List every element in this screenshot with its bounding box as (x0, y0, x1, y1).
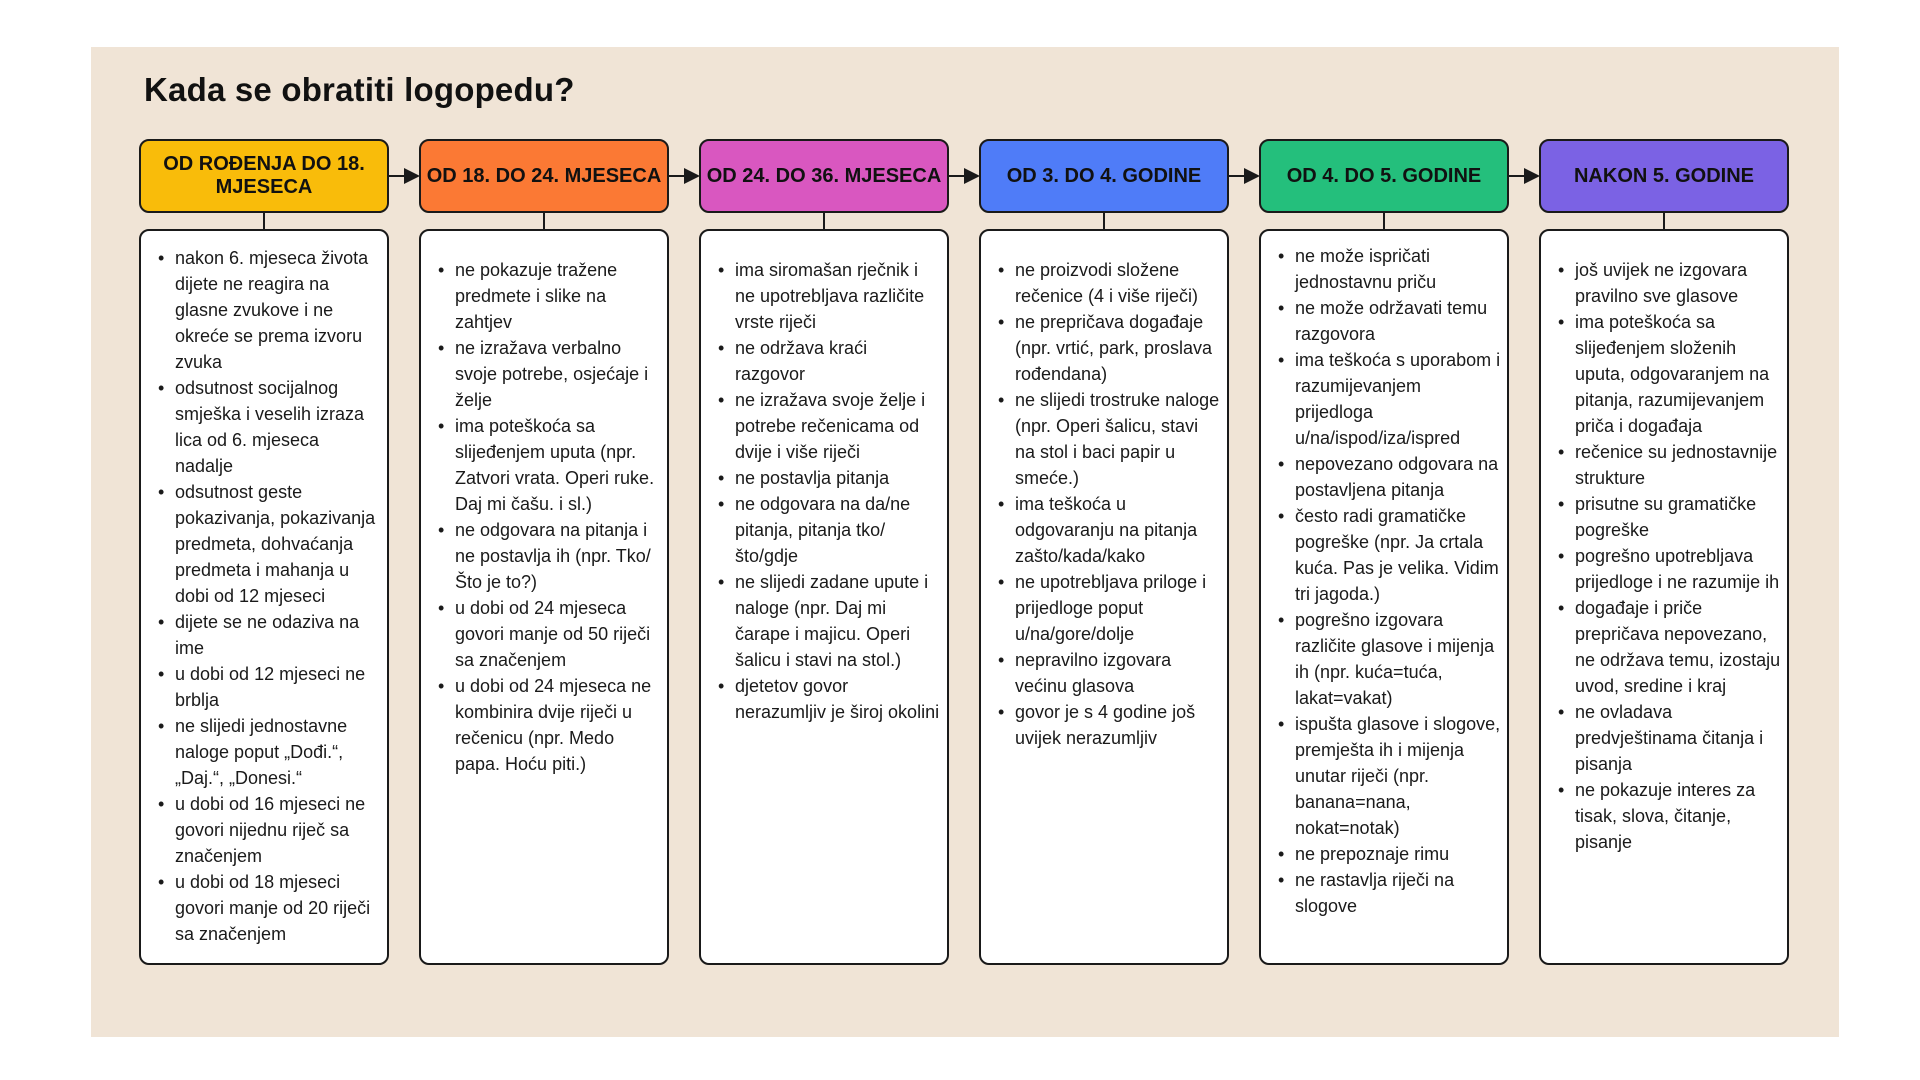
stage-header: OD ROĐENJA DO 18. MJESECA (139, 139, 389, 213)
stage-header: OD 3. DO 4. GODINE (979, 139, 1229, 213)
list-item: • ne održava kraći razgovor (735, 335, 941, 387)
list-item: • ne pokazuje tražene predmete i slike na zahtjev (455, 257, 661, 335)
stage-box (1259, 229, 1509, 965)
list-item: • pogrešno izgovara različite glasove i mijenja ih (npr. kuća=tuća, lakat=vakat) (1295, 607, 1501, 711)
list-item: • u dobi od 12 mjeseci ne brblja (175, 661, 381, 713)
list-item: • ne rastavlja riječi na slogove (1295, 867, 1501, 919)
list-item: • ne upotrebljava priloge i prijedloge poput u/na/gore/dolje (1015, 569, 1221, 647)
page-title: Kada se obratiti logopedu? (144, 71, 575, 108)
infographic-panel (91, 47, 1839, 1037)
stage-header: NAKON 5. GODINE (1539, 139, 1789, 213)
list-item: • nakon 6. mjeseca života dijete ne reagira na glasne zvukove i ne okreće se prema izvoru zvuka (175, 245, 381, 375)
stage-list (981, 257, 1227, 751)
list-item: • djetetov govor nerazumljiv je široj okolini (735, 673, 941, 725)
list-item: • ne izražava verbalno svoje potrebe, osjećaje i želje (455, 335, 661, 413)
list-item: • ima teškoća s uporabom i razumijevanjem prijedloga u/na/ispod/iza/ispred (1295, 347, 1501, 451)
list-item: • u dobi od 24 mjeseca govori manje od 50 riječi sa značenjem (455, 595, 661, 673)
list-item: • ispušta glasove i slogove, premješta ih i mijenja unutar riječi (npr. banana=nana, nokat=notak) (1295, 711, 1501, 841)
list-item: • u dobi od 24 mjeseca ne kombinira dvije riječi u rečenicu (npr. Medo papa. Hoću piti.) (455, 673, 661, 777)
list-item: • u dobi od 18 mjeseci govori manje od 20 riječi sa značenjem (175, 869, 381, 947)
stage-list (141, 245, 387, 947)
list-item: • ima poteškoća sa slijeđenjem uputa (npr. Zatvori vrata. Operi ruke. Daj mi čašu. i sl.) (455, 413, 661, 517)
list-item: • ne prepričava događaje (npr. vrtić, park, proslava rođendana) (1015, 309, 1221, 387)
list-item: • pogrešno upotrebljava prijedloge i ne razumije ih (1575, 543, 1781, 595)
stage-header: OD 4. DO 5. GODINE (1259, 139, 1509, 213)
list-item: • odsutnost geste pokazivanja, pokazivanja predmeta, dohvaćanja predmeta i mahanja u dobi od 12 mjeseci (175, 479, 381, 609)
list-item: • ne slijedi zadane upute i naloge (npr. Daj mi čarape i majicu. Operi šalicu i stavi na stol.) (735, 569, 941, 673)
list-item: • ne postavlja pitanja (735, 465, 941, 491)
stage-list (421, 257, 667, 777)
list-item: • ima poteškoća sa slijeđenjem složenih uputa, odgovaranjem na pitanja, razumijevanjem priča i događaja (1575, 309, 1781, 439)
stage-list (1541, 257, 1787, 855)
stage-timeline (91, 47, 1839, 1037)
list-item: • često radi gramatičke pogreške (npr. Ja crtala kuća. Pas je velika. Vidim tri jagoda.) (1295, 503, 1501, 607)
stage-box (979, 229, 1229, 965)
list-item: • ne može održavati temu razgovora (1295, 295, 1501, 347)
list-item: • događaje i priče prepričava nepovezano, ne održava temu, izostaju uvod, sredine i kraj (1575, 595, 1781, 699)
list-item: • ne odgovara na da/ne pitanja, pitanja tko/što/gdje (735, 491, 941, 569)
list-item: • ne odgovara na pitanja i ne postavlja ih (npr. Tko/Što je to?) (455, 517, 661, 595)
stage-box (139, 229, 389, 965)
stage-list (701, 257, 947, 725)
list-item: • odsutnost socijalnog smješka i veselih izraza lica od 6. mjeseca nadalje (175, 375, 381, 479)
list-item: • ne izražava svoje želje i potrebe rečenicama od dvije i više riječi (735, 387, 941, 465)
list-item: • ne može ispričati jednostavnu priču (1295, 243, 1501, 295)
list-item: • rečenice su jednostavnije strukture (1575, 439, 1781, 491)
list-item: • ima siromašan rječnik i ne upotrebljava različite vrste riječi (735, 257, 941, 335)
list-item: • ne proizvodi složene rečenice (4 i više riječi) (1015, 257, 1221, 309)
list-item: • još uvijek ne izgovara pravilno sve glasove (1575, 257, 1781, 309)
list-item: • ne slijedi jednostavne naloge poput „Dođi.“, „Daj.“, „Donesi.“ (175, 713, 381, 791)
stage-box (419, 229, 669, 965)
stage-box (1539, 229, 1789, 965)
list-item: • govor je s 4 godine još uvijek nerazumljiv (1015, 699, 1221, 751)
stage-box (699, 229, 949, 965)
list-item: • ne slijedi trostruke naloge (npr. Operi šalicu, stavi na stol i baci papir u smeće.) (1015, 387, 1221, 491)
list-item: • nepravilno izgovara većinu glasova (1015, 647, 1221, 699)
list-item: • ima teškoća u odgovaranju na pitanja zašto/kada/kako (1015, 491, 1221, 569)
list-item: • prisutne su gramatičke pogreške (1575, 491, 1781, 543)
list-item: • nepovezano odgovara na postavljena pitanja (1295, 451, 1501, 503)
stage-header: OD 24. DO 36. MJESECA (699, 139, 949, 213)
list-item: • u dobi od 16 mjeseci ne govori nijednu riječ sa značenjem (175, 791, 381, 869)
list-item: • dijete se ne odaziva na ime (175, 609, 381, 661)
list-item: • ne ovladava predvještinama čitanja i pisanja (1575, 699, 1781, 777)
list-item: • ne prepoznaje rimu (1295, 841, 1501, 867)
stage-list (1261, 243, 1507, 919)
stage-header: OD 18. DO 24. MJESECA (419, 139, 669, 213)
list-item: • ne pokazuje interes za tisak, slova, čitanje, pisanje (1575, 777, 1781, 855)
